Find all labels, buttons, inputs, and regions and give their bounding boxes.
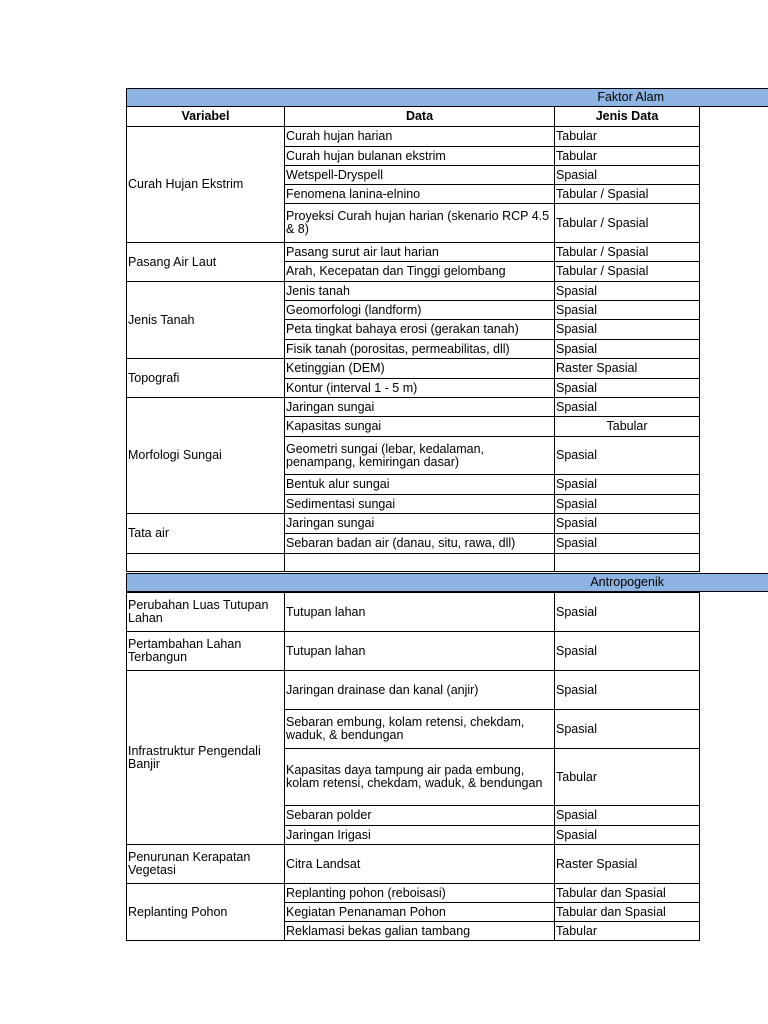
jenis-cell: Spasial	[555, 282, 700, 301]
table-row	[127, 671, 700, 710]
data-cell: Kapasitas sungai	[285, 417, 555, 437]
data-cell: Sedimentasi sungai	[285, 495, 555, 514]
section-title: Antropogenik	[590, 575, 664, 589]
table-row	[127, 359, 700, 379]
jenis-cell: Raster Spasial	[555, 845, 700, 884]
jenis-cell: Tabular / Spasial	[555, 185, 700, 204]
data-cell: Curah hujan bulanan ekstrim	[285, 147, 555, 166]
antropogenik-table	[126, 592, 700, 941]
section-header-antropogenik	[126, 573, 768, 592]
data-cell: Wetspell-Dryspell	[285, 166, 555, 185]
table-row	[127, 243, 700, 262]
jenis-cell: Tabular / Spasial	[555, 243, 700, 262]
data-cell: Fenomena lanina-elnino	[285, 185, 555, 204]
jenis-cell: Spasial	[555, 710, 700, 749]
jenis-cell: Spasial	[555, 495, 700, 514]
data-cell: Kegiatan Penanaman Pohon	[285, 903, 555, 922]
table-row	[127, 845, 700, 884]
jenis-cell: Tabular	[555, 749, 700, 806]
section-header-faktor-alam	[126, 88, 768, 107]
table-row	[127, 884, 700, 903]
empty-row	[127, 554, 700, 572]
data-cell: Jaringan Irigasi	[285, 826, 555, 845]
jenis-cell: Tabular / Spasial	[555, 262, 700, 282]
column-header-jenis-data: Jenis Data	[555, 107, 700, 127]
jenis-cell: Tabular dan Spasial	[555, 903, 700, 922]
data-cell: Bentuk alur sungai	[285, 475, 555, 495]
variabel-cell: Morfologi Sungai	[127, 398, 285, 514]
jenis-cell: Tabular / Spasial	[555, 204, 700, 243]
jenis-cell: Spasial	[555, 534, 700, 554]
data-cell: Proyeksi Curah hujan harian (skenario RCP 4.5 & 8)	[285, 204, 555, 243]
data-cell: Peta tingkat bahaya erosi (gerakan tanah)	[285, 320, 555, 340]
data-cell: Pasang surut air laut harian	[285, 243, 555, 262]
variabel-cell: Curah Hujan Ekstrim	[127, 127, 285, 243]
variabel-cell: Jenis Tanah	[127, 282, 285, 359]
jenis-cell: Spasial	[555, 340, 700, 359]
data-cell: Geometri sungai (lebar, kedalaman, penampang, kemiringan dasar)	[285, 437, 555, 475]
jenis-cell: Tabular dan Spasial	[555, 884, 700, 903]
jenis-cell: Spasial	[555, 166, 700, 185]
jenis-cell: Tabular	[555, 147, 700, 166]
data-cell: Ketinggian (DEM)	[285, 359, 555, 379]
variabel-cell: Pasang Air Laut	[127, 243, 285, 282]
data-cell: Jenis tanah	[285, 282, 555, 301]
data-cell: Tutupan lahan	[285, 632, 555, 671]
data-cell: Sebaran embung, kolam retensi, chekdam, waduk, & bendungan	[285, 710, 555, 749]
variabel-cell: Pertambahan Lahan Terbangun	[127, 632, 285, 671]
jenis-cell: Spasial	[555, 514, 700, 534]
column-header-row	[127, 107, 700, 127]
variabel-cell: Infrastruktur Pengendali Banjir	[127, 671, 285, 845]
data-cell: Jaringan sungai	[285, 398, 555, 417]
table-row	[127, 632, 700, 671]
jenis-cell: Spasial	[555, 437, 700, 475]
jenis-cell: Raster Spasial	[555, 359, 700, 379]
data-cell: Geomorfologi (landform)	[285, 301, 555, 320]
data-cell: Jaringan sungai	[285, 514, 555, 534]
data-cell: Tutupan lahan	[285, 593, 555, 632]
data-cell: Fisik tanah (porositas, permeabilitas, dll)	[285, 340, 555, 359]
table-row	[127, 514, 700, 534]
variabel-cell: Topografi	[127, 359, 285, 398]
empty-cell	[555, 554, 700, 572]
column-header-variabel: Variabel	[127, 107, 285, 127]
data-cell: Reklamasi bekas galian tambang	[285, 922, 555, 941]
data-cell: Kapasitas daya tampung air pada embung, kolam retensi, chekdam, waduk, & bendungan	[285, 749, 555, 806]
variabel-cell: Tata air	[127, 514, 285, 554]
table-row	[127, 127, 700, 147]
jenis-cell: Spasial	[555, 826, 700, 845]
data-cell: Citra Landsat	[285, 845, 555, 884]
faktor-alam-table	[126, 106, 700, 572]
data-cell: Arah, Kecepatan dan Tinggi gelombang	[285, 262, 555, 282]
table-row	[127, 282, 700, 301]
jenis-cell: Spasial	[555, 671, 700, 710]
jenis-cell: Spasial	[555, 398, 700, 417]
section-title: Faktor Alam	[597, 90, 664, 104]
data-cell: Curah hujan harian	[285, 127, 555, 147]
jenis-cell: Spasial	[555, 475, 700, 495]
empty-cell	[127, 554, 285, 572]
data-cell: Kontur (interval 1 - 5 m)	[285, 379, 555, 398]
jenis-cell: Spasial	[555, 301, 700, 320]
data-cell: Jaringan drainase dan kanal (anjir)	[285, 671, 555, 710]
jenis-cell: Tabular	[555, 922, 700, 941]
table-row	[127, 398, 700, 417]
data-cell: Replanting pohon (reboisasi)	[285, 884, 555, 903]
data-cell: Sebaran polder	[285, 806, 555, 826]
jenis-cell: Spasial	[555, 806, 700, 826]
jenis-cell: Spasial	[555, 379, 700, 398]
jenis-cell: Spasial	[555, 593, 700, 632]
jenis-cell: Tabular	[555, 127, 700, 147]
variabel-cell: Penurunan Kerapatan Vegetasi	[127, 845, 285, 884]
jenis-cell: Spasial	[555, 632, 700, 671]
column-header-data: Data	[285, 107, 555, 127]
jenis-cell: Tabular	[555, 417, 700, 437]
empty-cell	[285, 554, 555, 572]
variabel-cell: Perubahan Luas Tutupan Lahan	[127, 593, 285, 632]
data-cell: Sebaran badan air (danau, situ, rawa, dll)	[285, 534, 555, 554]
variabel-cell: Replanting Pohon	[127, 884, 285, 941]
table-row	[127, 593, 700, 632]
jenis-cell: Spasial	[555, 320, 700, 340]
